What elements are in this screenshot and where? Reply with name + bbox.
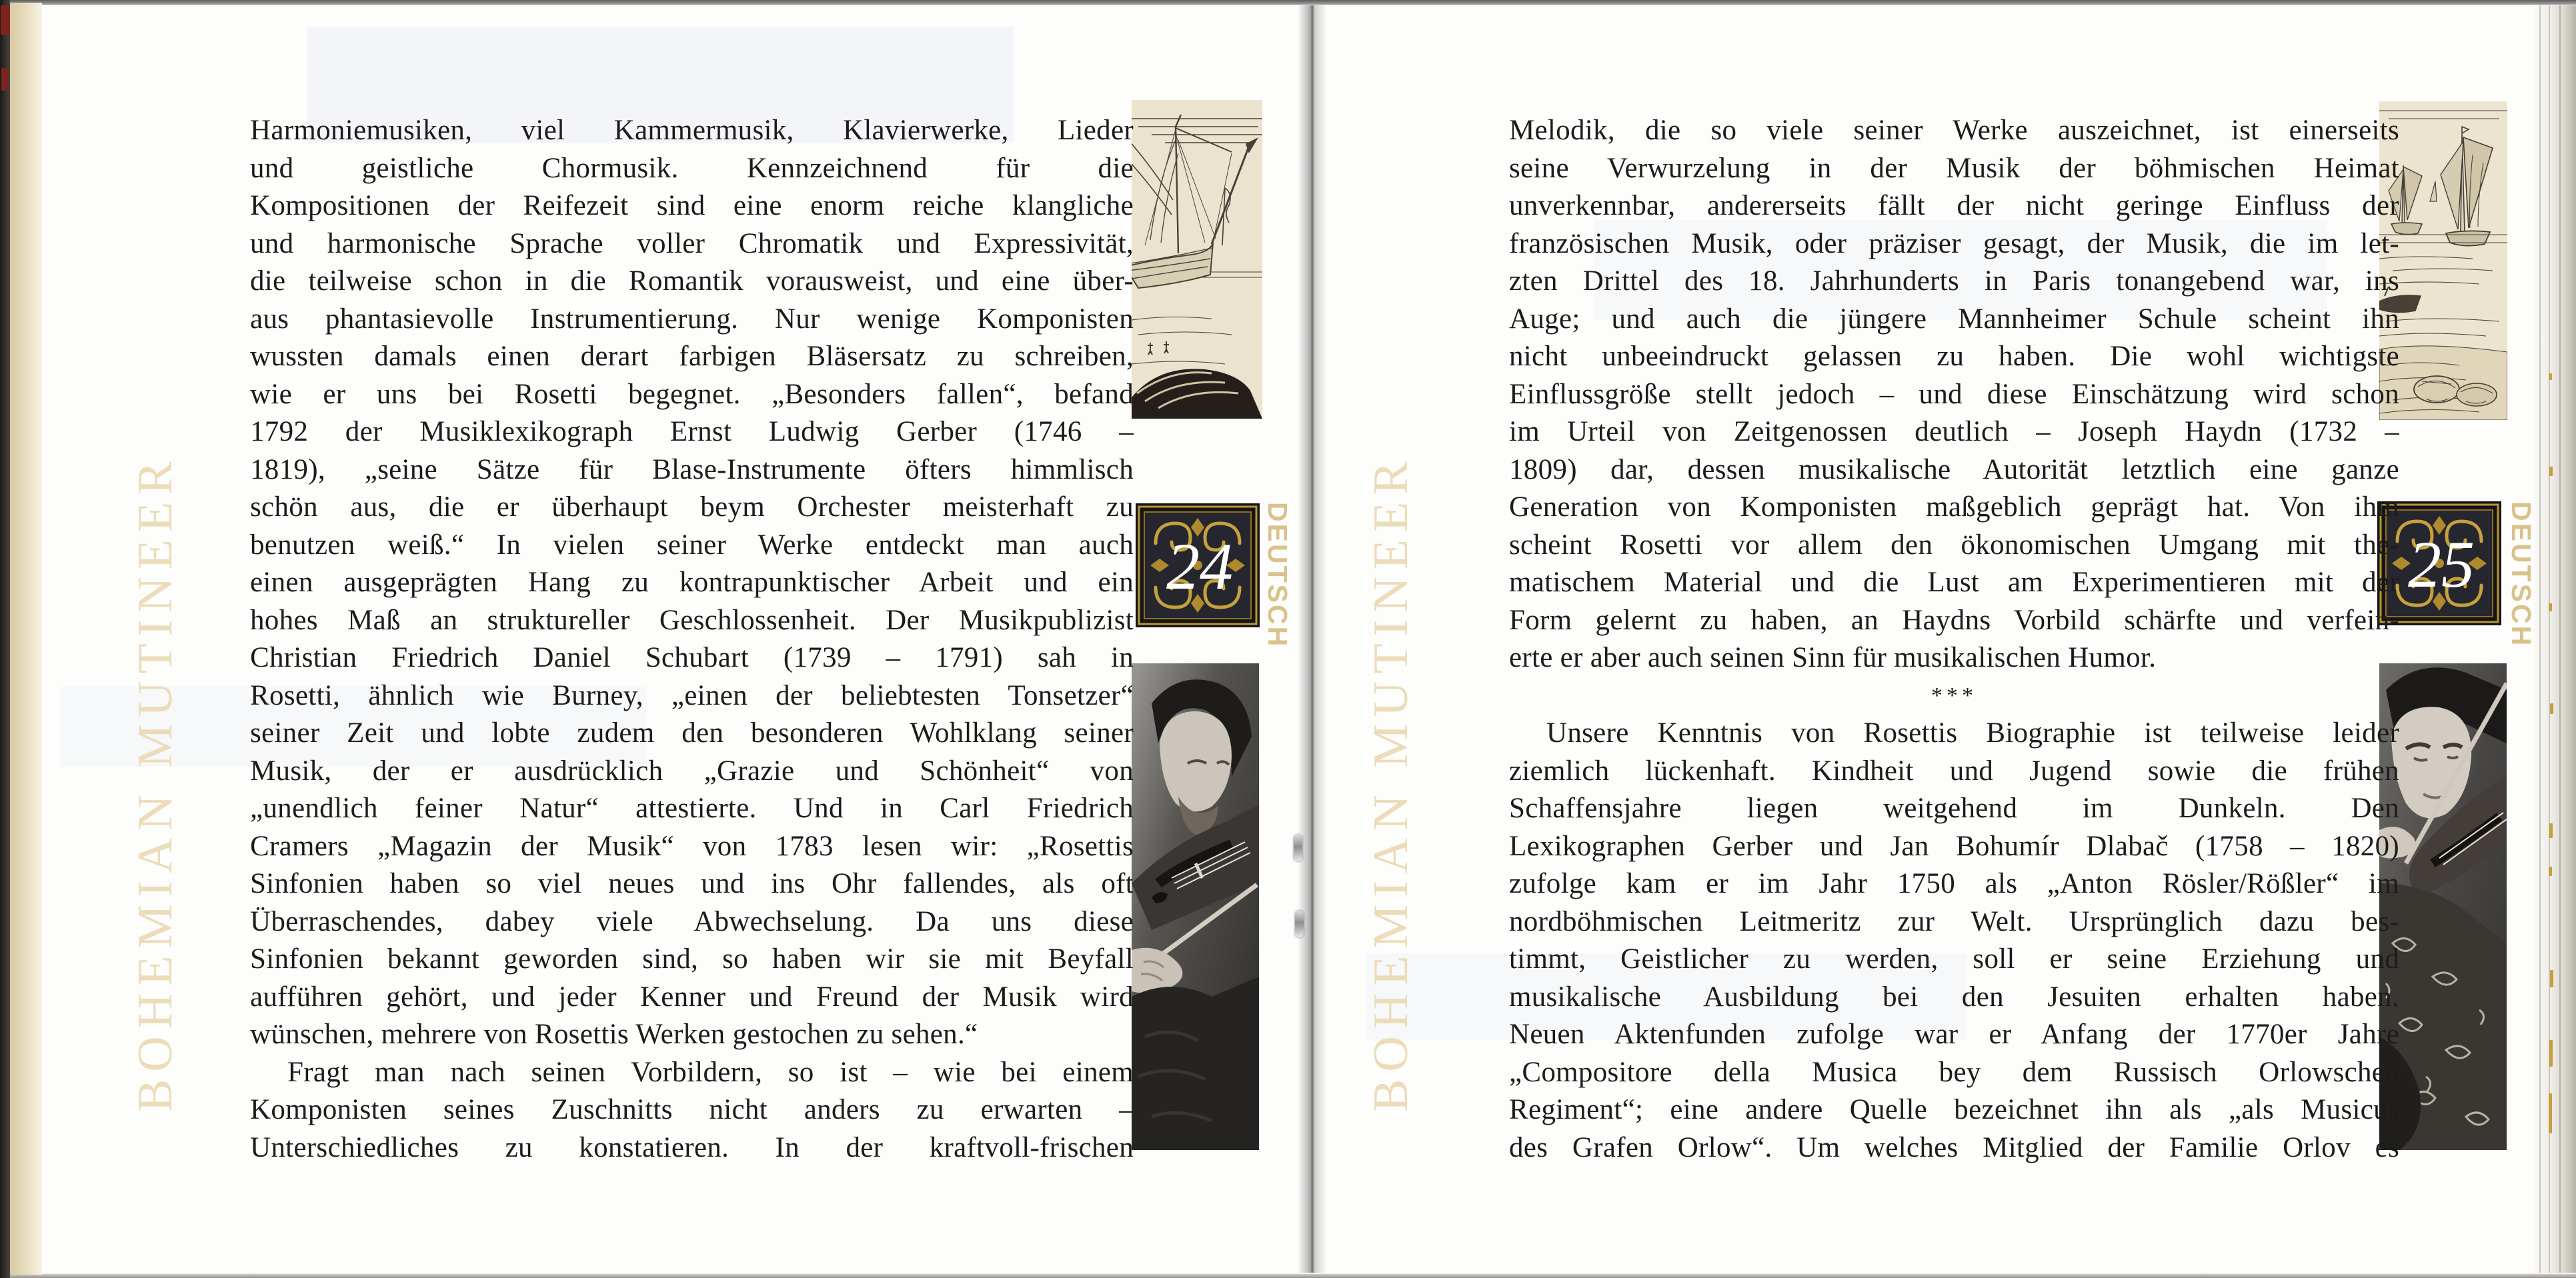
gilded-edge-speck xyxy=(2549,867,2552,876)
text-line: zten Drittel des 18. Jahrhunderts in Paris tonangebend war, ins xyxy=(1509,265,2399,297)
text-line: Unsere Kenntnis von Rosettis Biographie ist teilweise leider xyxy=(1546,717,2399,749)
text-line: benutzen weiß.“ In vielen seiner Werke entdeckt man auch xyxy=(250,529,1134,561)
text-line: einen ausgeprägten Hang zu kontrapunktischer Arbeit und ein xyxy=(250,567,1134,598)
scan-edge-red-mark xyxy=(1,68,8,91)
text-line: matischem Material und die Lust am Experimentieren mit der xyxy=(1509,567,2399,598)
paper-edge-left xyxy=(10,3,42,1275)
gilded-edge-speck xyxy=(2549,467,2553,476)
text-line: ziemlich lückenhaft. Kindheit und Jugend sowie die frühen xyxy=(1509,755,2399,787)
vertical-title-right: BOHEMIAN MUTINEER xyxy=(1364,454,1418,1112)
text-line: Cramers „Magazin der Musik“ von 1783 lesen wir: „Rosettis xyxy=(250,830,1134,862)
text-line: Harmoniemusiken, viel Kammermusik, Klavierwerke, Lieder xyxy=(250,115,1134,146)
text-line: Fragt man nach seinen Vorbildern, so ist – wie bei einem xyxy=(287,1056,1134,1088)
text-line: Regiment“; eine andere Quelle bezeichnet ihn als „als Musicus xyxy=(1509,1094,2399,1125)
text-line: nicht unbeeindruckt gelassen zu haben. Die wohl wichtigste xyxy=(1509,341,2399,372)
text-line: Rosetti, ähnlich wie Burney, „einen der beliebtesten Tonsetzer“ xyxy=(250,679,1134,711)
violinist-photo-left xyxy=(1132,663,1259,1150)
text-line: französischen Musik, oder präziser gesagt, der Musik, die im let- xyxy=(1509,227,2399,259)
text-line: Überraschendes, dabey viele Abwechselung. Da uns diese xyxy=(250,905,1134,937)
staple xyxy=(1295,911,1304,937)
scan-left-edge xyxy=(0,0,10,1278)
text-line: wussten damals einen derart farbigen Bläsersatz zu schreiben, xyxy=(250,341,1134,372)
text-line: Neuen Aktenfunden zufolge war er Anfang der 1770er Jahre xyxy=(1509,1019,2399,1050)
text-line: Unterschiedliches zu konstatieren. In der kraftvoll-frischen xyxy=(250,1131,1134,1163)
text-line: Generation von Komponisten maßgeblich geprägt hat. Von ihm xyxy=(1509,491,2399,523)
text-line: musikalische Ausbildung bei den Jesuiten erhalten haben. xyxy=(1509,981,2399,1013)
booklet-spine-gutter xyxy=(1298,5,1327,1273)
text-line: Sinfonien haben so viel neues und ins Ohr fallendes, als oft xyxy=(250,868,1134,899)
text-line: Sinfonien bekannt geworden sind, so haben wir sie mit Beyfall xyxy=(250,943,1134,975)
text-column-left xyxy=(250,112,1134,1167)
scan-edge-red-mark xyxy=(1,5,10,35)
text-line: und harmonische Sprache voller Chromatik und Expressivität, xyxy=(250,227,1134,259)
text-line: aufführen gehört, und jeder Kenner und Freund der Musik wird xyxy=(250,981,1134,1013)
text-line: erte er aber auch seinen Sinn für musikalischen Humor. xyxy=(1509,642,2157,673)
scan-top-edge xyxy=(0,0,2576,5)
language-tab-left: DEUTSCH xyxy=(1262,502,1293,649)
text-line: Form gelernt zu haben, an Haydns Vorbild schärfte und verfein- xyxy=(1509,604,2399,636)
paper-edge-right xyxy=(2534,5,2576,1273)
text-line: des Grafen Orlow“. Um welches Mitglied der Familie Orlov es xyxy=(1509,1131,2399,1163)
text-line: Schaffensjahre liegen weitgehend im Dunkeln. Den xyxy=(1509,793,2399,824)
gilded-edge-speck xyxy=(2550,703,2553,714)
gilded-edge-speck xyxy=(2549,1040,2553,1067)
text-line: Komponisten seines Zuschnitts nicht anders zu erwarten – xyxy=(250,1094,1134,1125)
section-separator: *** xyxy=(1931,683,1977,708)
text-line: nordböhmischen Leitmeritz zur Welt. Ursprünglich dazu bes- xyxy=(1509,905,2399,937)
text-line: unverkennbar, andererseits fällt der nicht geringe Einfluss der xyxy=(1509,190,2399,221)
text-line: die teilweise schon in die Romantik vorausweist, und eine über- xyxy=(250,265,1134,297)
gilded-edge-speck xyxy=(2549,1093,2552,1133)
text-line: Lexikographen Gerber und Jan Bohumír Dlabač (1758 – 1820) xyxy=(1509,830,2399,862)
text-line: seiner Zeit und lobte zudem den besonderen Wohlklang seiner xyxy=(250,717,1134,749)
text-line: Musik, der er ausdrücklich „Grazie und Schönheit“ von xyxy=(250,755,1134,787)
text-line: 1819), „seine Sätze für Blase-Instrumente öfters himmlisch xyxy=(250,453,1134,485)
staple xyxy=(1294,835,1302,861)
scan-bottom-edge xyxy=(0,1274,2576,1278)
text-line: 1792 der Musiklexikograph Ernst Ludwig Gerber (1746 – xyxy=(250,416,1134,447)
text-line: im Urteil von Zeitgenossen deutlich – Joseph Haydn (1732 – xyxy=(1509,416,2399,447)
text-line: scheint Rosetti vor allem den ökonomischen Umgang mit the- xyxy=(1509,529,2399,561)
text-line: zufolge kam er im Jahr 1750 als „Anton Rösler/Rößler“ im xyxy=(1509,868,2399,899)
text-line: Einflussgröße stellt jedoch – und diese Einschätzung wird schon xyxy=(1509,378,2399,410)
gilded-edge-speck xyxy=(2549,823,2553,838)
text-line: und geistliche Chormusik. Kennzeichnend für die xyxy=(250,152,1134,184)
page-number-right-glyph: 25 xyxy=(2408,527,2475,601)
text-line: seine Verwurzelung in der Musik der böhmischen Heimat xyxy=(1509,152,2399,184)
text-line: Melodik, die so viele seiner Werke auszeichnet, ist einerseits xyxy=(1509,115,2399,146)
text-column-right xyxy=(1509,112,2399,1167)
text-line: 1809) dar, dessen musikalische Autorität letztlich eine ganze xyxy=(1509,453,2399,485)
gilded-edge-speck xyxy=(2549,373,2552,380)
text-line: timmt, Geistlicher zu werden, soll er seine Erziehung und xyxy=(1509,943,2399,975)
language-tab-right: DEUTSCH xyxy=(2506,501,2537,648)
text-line: aus phantasievolle Instrumentierung. Nur wenige Komponisten xyxy=(250,303,1134,335)
vertical-title-left: BOHEMIAN MUTINEER xyxy=(128,454,183,1112)
ship-engraving-left xyxy=(1132,100,1262,419)
text-line: Kompositionen der Reifezeit sind eine enorm reiche klangliche xyxy=(250,190,1134,221)
page-number-left-glyph: 24 xyxy=(1166,529,1233,603)
text-line: schön aus, die er überhaupt beym Orchester meisterhaft zu xyxy=(250,491,1134,523)
page-number-badge-left xyxy=(1136,503,1260,627)
text-line: wie er uns bei Rosetti begegnet. „Besonders fallen“, befand xyxy=(250,378,1134,410)
text-line: wünschen, mehrere von Rosettis Werken gestochen zu sehen.“ xyxy=(250,1019,978,1050)
text-line: „Compositore della Musica bey dem Russisch Orlowschen xyxy=(1509,1056,2399,1088)
text-line: Auge; und auch die jüngere Mannheimer Schule scheint ihn xyxy=(1509,303,2399,335)
text-line: „unendlich feiner Natur“ attestierte. Und in Carl Friedrich xyxy=(250,793,1134,824)
text-line: hohes Maß an struktureller Geschlossenheit. Der Musikpublizist xyxy=(250,604,1134,636)
text-line: Christian Friedrich Daniel Schubart (1739 – 1791) sah in xyxy=(250,642,1134,673)
gilded-edge-speck xyxy=(2549,603,2552,611)
gilded-edge-speck xyxy=(2550,970,2553,987)
